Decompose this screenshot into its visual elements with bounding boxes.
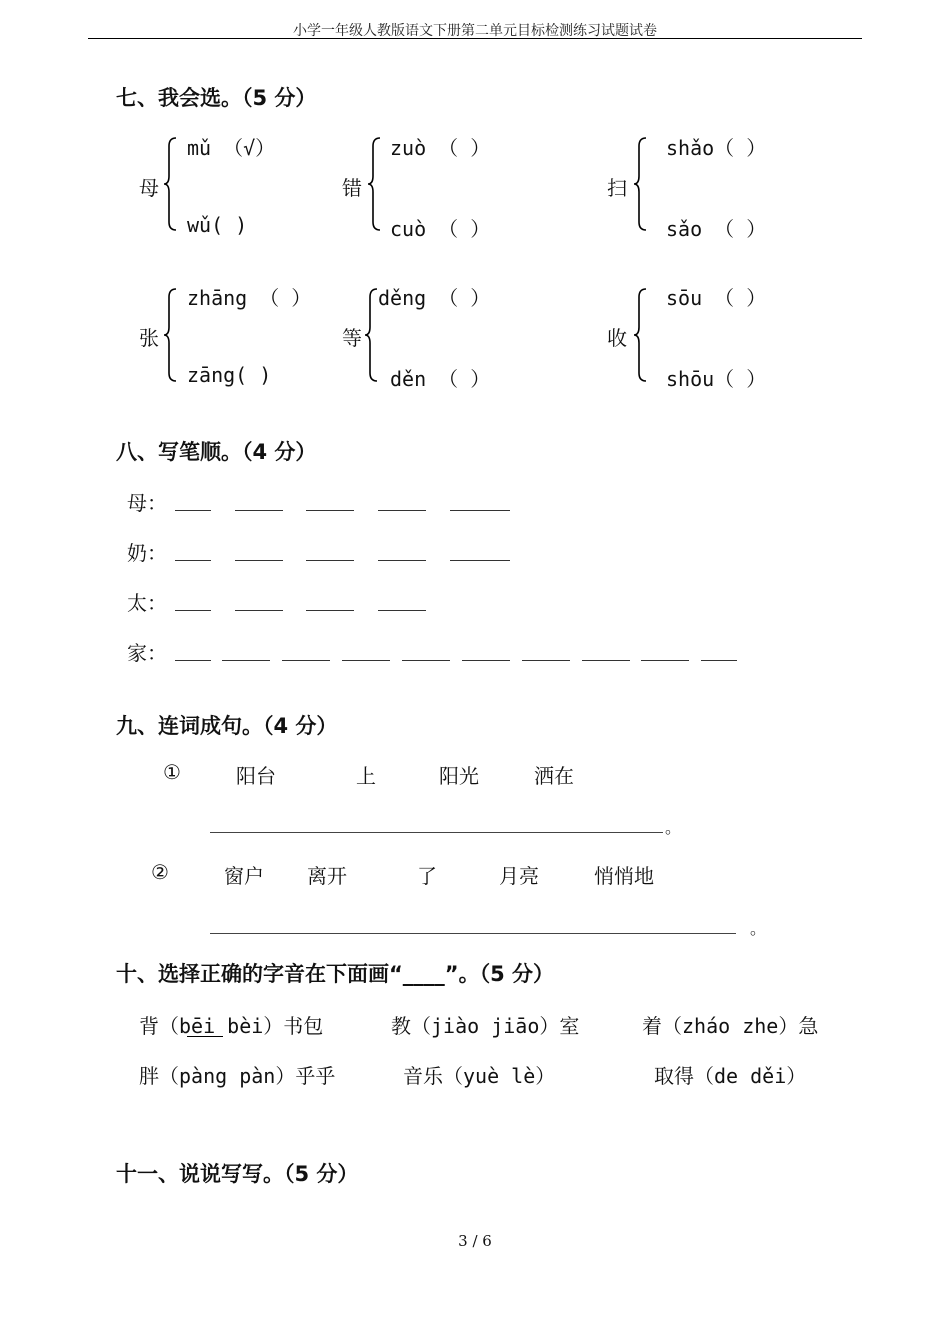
stroke-blank[interactable] [235, 510, 283, 511]
header-rule [88, 38, 862, 39]
section-8-title: 八、写笔顺。（4 分） [116, 440, 317, 464]
pinyin-option: sǎo （ ） [666, 217, 767, 241]
stroke-blank[interactable] [235, 610, 283, 611]
choice-char: 错 [342, 176, 362, 200]
stroke-blank[interactable] [175, 560, 211, 561]
stroke-blank[interactable] [175, 660, 211, 661]
section-7-title: 七、我会选。（5 分） [116, 86, 317, 110]
brace-icon [633, 136, 647, 232]
stroke-blank[interactable] [582, 660, 630, 661]
stroke-label: 太： [127, 591, 167, 615]
choice-char: 收 [607, 326, 627, 350]
stroke-blank[interactable] [175, 610, 211, 611]
pinyin-option: mǔ （√） [187, 136, 276, 160]
stroke-blank[interactable] [462, 660, 510, 661]
stroke-blank[interactable] [222, 660, 270, 661]
choice-char: 张 [139, 326, 159, 350]
pinyin-option: wǔ( ) [187, 213, 248, 237]
question-number: ② [151, 860, 169, 884]
answer-line[interactable] [210, 933, 736, 934]
answer-underline [187, 1036, 223, 1037]
pinyin-option: zāng( ) [187, 363, 272, 387]
stroke-blank[interactable] [342, 660, 390, 661]
word-chip: 上 [356, 764, 376, 788]
stroke-blank[interactable] [450, 560, 510, 561]
pinyin-option: zhāng （ ） [187, 286, 312, 310]
pinyin-option: děn （ ） [390, 367, 491, 391]
choice-char: 等 [342, 326, 362, 350]
period: 。 [665, 818, 682, 837]
stroke-label: 母： [127, 491, 167, 515]
brace-icon [163, 287, 177, 383]
question-number: ① [163, 760, 181, 784]
stroke-blank[interactable] [306, 610, 354, 611]
section-11-title: 十一、说说写写。（5 分） [116, 1162, 359, 1186]
pinyin-choice: 背（bēi bèi）书包 [139, 1014, 324, 1038]
stroke-label: 家： [127, 641, 167, 665]
stroke-blank[interactable] [641, 660, 689, 661]
word-chip: 悄悄地 [594, 864, 654, 888]
brace-icon [163, 136, 177, 232]
pinyin-choice: 着（zháo zhe）急 [642, 1014, 819, 1038]
page-header: 小学一年级人教版语文下册第二单元目标检测练习试题试卷 [293, 23, 657, 39]
stroke-blank[interactable] [522, 660, 570, 661]
brace-icon [364, 287, 378, 383]
word-chip: 月亮 [499, 864, 539, 888]
pinyin-choice: 取得（de děi） [654, 1064, 807, 1088]
brace-icon [367, 136, 381, 232]
word-chip: 阳台 [236, 764, 276, 788]
stroke-blank[interactable] [235, 560, 283, 561]
choice-char: 扫 [607, 176, 627, 200]
word-chip: 了 [417, 864, 437, 888]
pinyin-option: shǎo（ ） [666, 136, 767, 160]
word-chip: 离开 [307, 864, 347, 888]
word-chip: 洒在 [534, 764, 574, 788]
word-chip: 窗户 [224, 864, 264, 888]
stroke-blank[interactable] [378, 610, 426, 611]
brace-icon [633, 287, 647, 383]
pinyin-choice: 教（jiào jiāo）室 [391, 1014, 580, 1038]
stroke-blank[interactable] [175, 510, 211, 511]
section-10-title: 十、选择正确的字音在下面画“____”。（5 分） [116, 962, 555, 986]
stroke-blank[interactable] [701, 660, 737, 661]
pinyin-option: sōu （ ） [666, 286, 767, 310]
word-chip: 阳光 [439, 764, 479, 788]
pinyin-option: shōu（ ） [666, 367, 767, 391]
stroke-blank[interactable] [306, 560, 354, 561]
stroke-label: 奶： [127, 541, 167, 565]
stroke-blank[interactable] [378, 560, 426, 561]
answer-line[interactable] [210, 832, 663, 833]
pinyin-option: děng （ ） [378, 286, 491, 310]
page-number: 3 / 6 [458, 1232, 492, 1250]
stroke-blank[interactable] [282, 660, 330, 661]
pinyin-choice: 音乐（yuè lè） [403, 1064, 556, 1088]
pinyin-choice: 胖（pàng pàn）乎乎 [139, 1064, 336, 1088]
stroke-blank[interactable] [378, 510, 426, 511]
choice-char: 母 [139, 176, 159, 200]
stroke-blank[interactable] [306, 510, 354, 511]
period: 。 [750, 919, 767, 938]
stroke-blank[interactable] [450, 510, 510, 511]
section-9-title: 九、连词成句。（4 分） [116, 714, 338, 738]
pinyin-option: zuò （ ） [390, 136, 491, 160]
pinyin-option: cuò （ ） [390, 217, 491, 241]
stroke-blank[interactable] [402, 660, 450, 661]
